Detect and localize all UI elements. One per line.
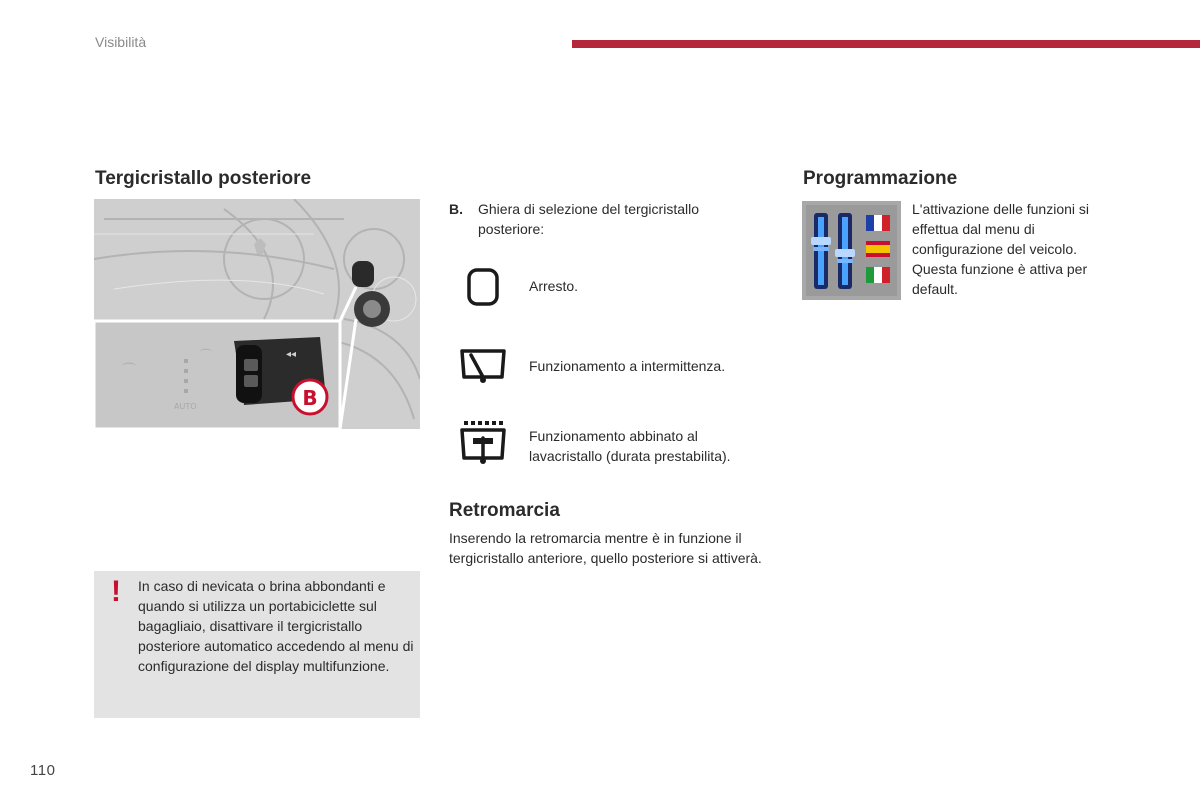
- programming-text: L'attivazione delle funzioni si effettua dal menu di configurazione del veicolo. Questa funzione è attiva per default.: [912, 201, 1090, 297]
- section-label: Visibilità: [95, 34, 147, 50]
- rear-wiper-title: Tergicristallo posteriore: [95, 168, 312, 189]
- selector-marker: B.: [449, 201, 463, 217]
- svg-text:⌒: ⌒: [122, 363, 136, 379]
- flag-icon: [866, 241, 890, 257]
- settings-menu-image: [802, 201, 901, 300]
- mode-label: Funzionamento a intermittenza.: [529, 358, 726, 374]
- rear-wiper-photo: [94, 199, 420, 429]
- wiper-stalk-illustration: [94, 199, 420, 429]
- warning-text: In caso di nevicata o brina abbondanti e quando si utilizza un portabiciclette sul bagagliaio, disattivare il tergicristallo posteriore automatico accedendo al menu di configurazione del display multifunzione.: [138, 578, 414, 674]
- programming-title: Programmazione: [803, 168, 958, 189]
- svg-text:⌒: ⌒: [200, 348, 213, 362]
- wiper-washer-icon: [458, 420, 508, 473]
- callout-b: B: [302, 386, 318, 410]
- svg-text:◂◂: ◂◂: [286, 349, 297, 360]
- warning-icon: !: [111, 575, 121, 608]
- reverse-text: Inserendo la retromarcia mentre è in funzione il tergicristallo anteriore, quello posteriore si attiverà.: [449, 530, 762, 566]
- intermittent-wiper-icon: [458, 347, 508, 390]
- page-number: 110: [30, 762, 56, 779]
- flag-icon: [866, 215, 890, 231]
- stop-icon: [466, 268, 500, 311]
- mode-label: Funzionamento abbinato al lavacristallo (durata prestabilita).: [529, 428, 731, 464]
- header-accent-bar: [572, 40, 1200, 48]
- slider-icon: [811, 213, 831, 289]
- selector-intro: Ghiera di selezione del tergicristallo posteriore:: [478, 201, 699, 237]
- mode-label: Arresto.: [529, 278, 579, 294]
- flag-icon: [866, 267, 890, 283]
- reverse-title: Retromarcia: [449, 500, 560, 521]
- warning-box: [94, 571, 420, 718]
- auto-label: AUTO: [174, 402, 197, 411]
